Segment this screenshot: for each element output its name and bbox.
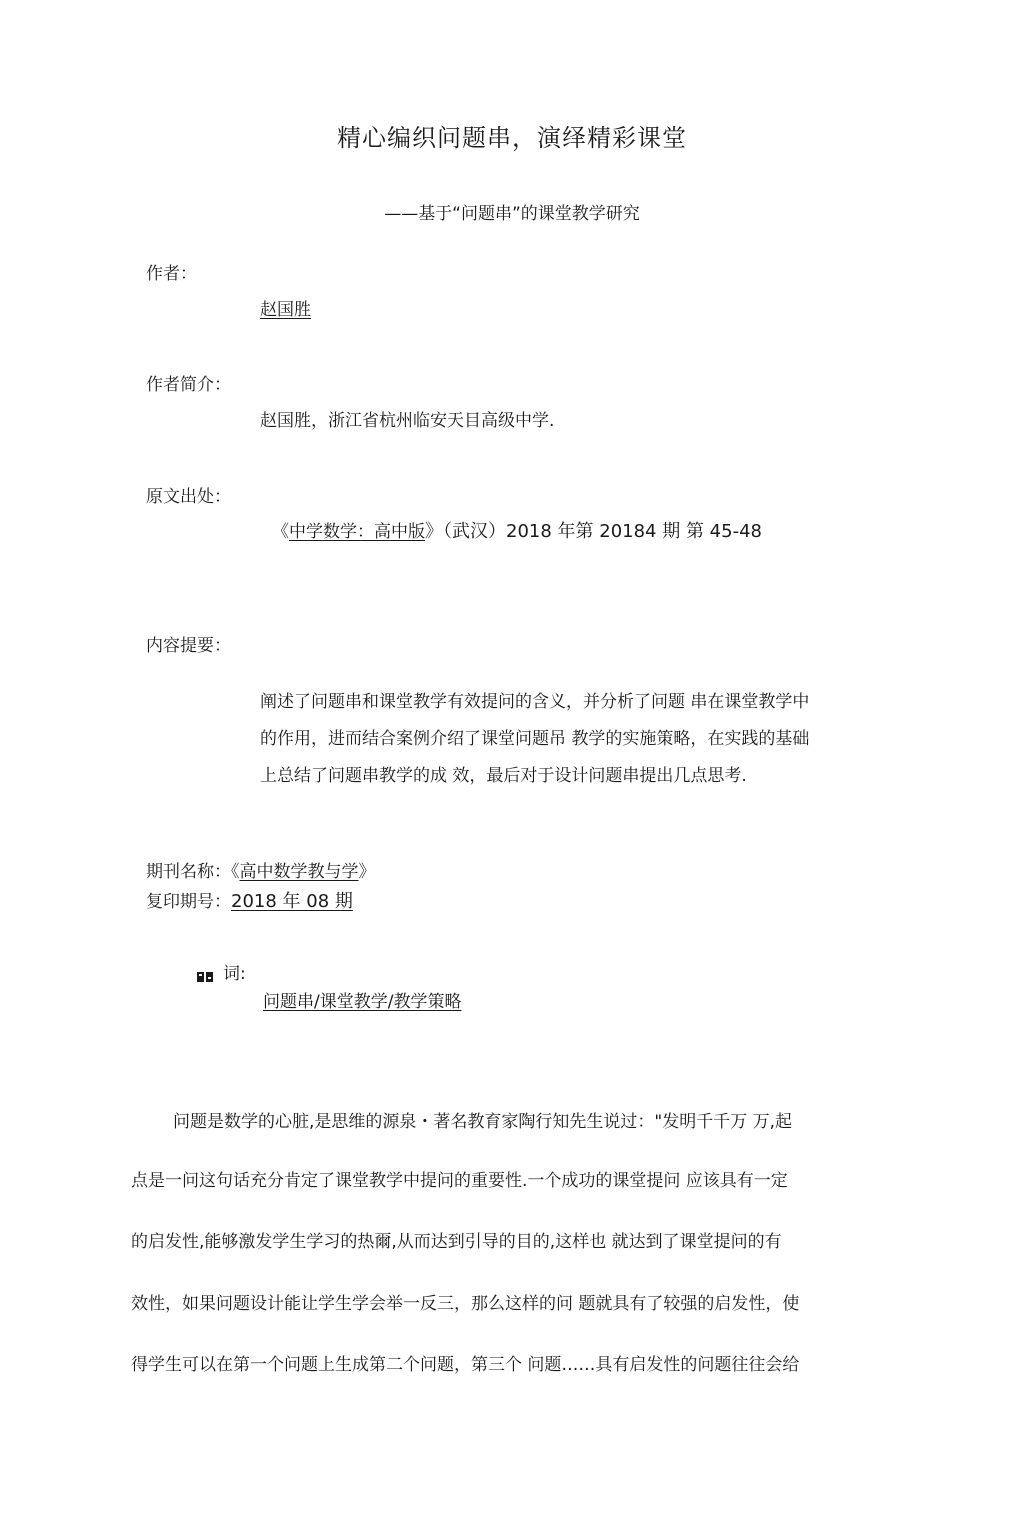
summary-line: 上总结了问题串教学的成 效，最后对于设计问题串提出几点思考.: [260, 766, 747, 786]
summary-text: [260, 684, 885, 795]
journal-name-link[interactable]: 高中数学教与学: [239, 862, 359, 882]
reprint-issue-label: 复印期号：: [146, 892, 231, 912]
source-label: 原文出处：: [146, 487, 231, 507]
author-bio-text: 赵国胜，浙江省杭州临安天目高级中学.: [260, 411, 555, 431]
source-journal-link[interactable]: 中学数学：高中版: [289, 522, 425, 542]
author-name-link[interactable]: 赵国胜: [260, 300, 311, 320]
body-paragraph-line: 得学生可以在第一个问题上生成第二个问题，第三个 问题……具有启发性的问题往往会给: [131, 1355, 800, 1375]
source-open-bracket: 《: [272, 522, 289, 542]
journal-close-bracket: 》: [358, 862, 376, 882]
summary-line: 阐述了问题串和课堂教学有效提问的含义，并分析了问题 串在课堂教学中: [260, 692, 810, 712]
summary-label: 内容提要：: [146, 636, 231, 656]
body-paragraph-line: 点是一问这句话充分肯定了课堂教学中提问的重要性.一个成功的课堂提问 应该具有一定: [131, 1171, 788, 1191]
document-title: 精心编织问题串，演绎精彩课堂: [337, 124, 687, 152]
source-details: 》（武汉）2018 年第 20184 期 第 45-48: [425, 521, 762, 542]
reprint-issue-row: [146, 887, 353, 913]
source-text: [272, 517, 762, 543]
keywords-link[interactable]: 问题串/课堂教学/教学策略: [263, 992, 462, 1012]
keywords-label-row: [197, 959, 246, 984]
keywords-glyph-icon: [197, 968, 213, 980]
journal-open-bracket: 《: [231, 862, 240, 882]
document-subtitle: ——基于“问题串”的课堂教学研究: [384, 204, 640, 224]
reprint-issue-link[interactable]: 2018 年 08 期: [231, 891, 353, 912]
body-paragraph-line: 效性，如果问题设计能让学生学会举一反三，那么这样的问 题就具有了较强的启发性，使: [131, 1294, 800, 1314]
body-paragraph-line: 的启发性,能够激发学生学习的热爾,从而达到引导的目的,这样也 就达到了课堂提问的有: [131, 1232, 782, 1252]
journal-name-label: 期刊名称：: [146, 862, 231, 882]
body-paragraph-line: 问题是数学的心脏,是思维的源泉・著名教育家陶行知先生说过："发明千千万 万,起: [173, 1112, 793, 1132]
author-bio-label: 作者简介：: [146, 375, 231, 395]
author-label: 作者：: [146, 264, 197, 284]
summary-line: 的作用，进而结合案例介绍了课堂问题吊 教学的实施策略，在实践的基础: [260, 729, 810, 749]
journal-name-row: [146, 857, 376, 882]
keywords-label: 词:: [223, 964, 246, 984]
